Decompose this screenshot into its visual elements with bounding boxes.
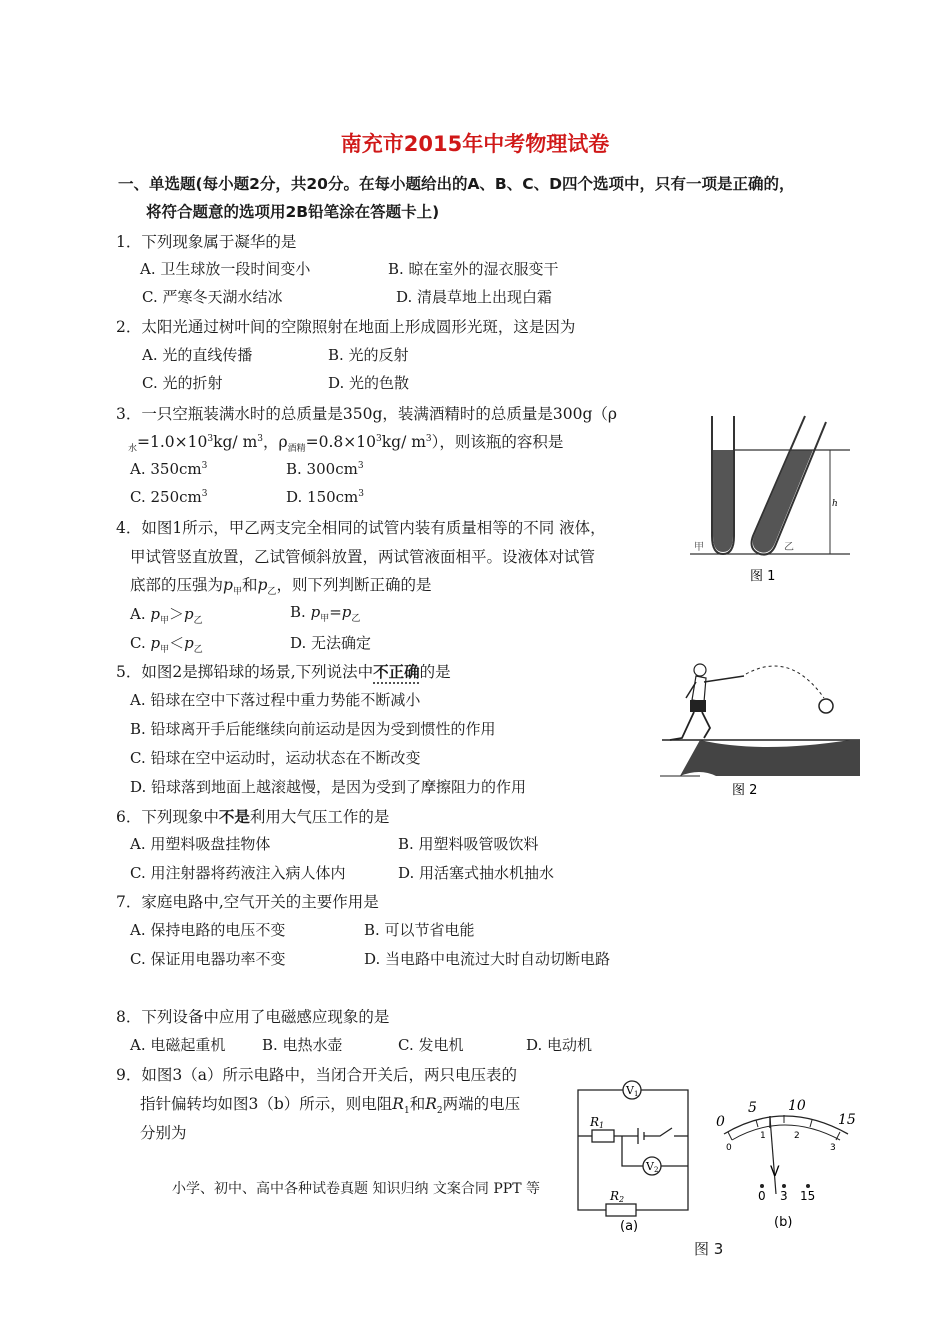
section-heading-line1: 一、单选题(每小题2分，共20分。在每小题给出的A、B、C、D四个选项中，只有一项是正确的， [118, 175, 795, 193]
q8-stem: 8．下列设备中应用了电磁感应现象的是 [116, 1008, 390, 1026]
q2-option-b: B. 光的反射 [328, 346, 409, 364]
meter-top-5: 5 [748, 1100, 757, 1116]
q9-stem-line3: 分别为 [140, 1124, 187, 1142]
page-title: 南充市2015年中考物理试卷 [340, 132, 610, 156]
figure-3b-voltmeter [704, 1094, 864, 1234]
q4-stem-line3: 底部的压强为$p_甲$和$p_乙$，则下列判断正确的是 [130, 576, 432, 598]
q1-option-d: D. 清晨草地上出现白霜 [396, 288, 553, 306]
figure-2-caption: 图 2 [732, 783, 758, 798]
terminal-3: 3 [780, 1189, 788, 1203]
q3-option-d: D. $150cm^3$ [286, 488, 365, 506]
q4-option-d: D. 无法确定 [290, 634, 372, 652]
figure-1-yi-label: 乙 [784, 542, 794, 553]
figure-1-jia-label: 甲 [694, 542, 704, 553]
q1-option-c: C. 严寒冬天湖水结冰 [142, 288, 283, 306]
figure-1-caption: 图 1 [750, 569, 776, 584]
q8-option-a: A. 电磁起重机 [130, 1036, 226, 1054]
q6-option-d: D. 用活塞式抽水机抽水 [398, 864, 555, 882]
meter-bottom-2: 2 [794, 1131, 800, 1141]
q1-option-b: B. 晾在室外的湿衣服变干 [388, 260, 559, 278]
q7-option-d: D. 当电路中电流过大时自动切断电路 [364, 950, 611, 968]
figure-1-test-tubes [680, 408, 860, 590]
q6-emphasis: 不是 [218, 807, 250, 826]
q2-option-d: D. 光的色散 [328, 374, 410, 392]
figure-3b-caption: (b) [774, 1215, 793, 1230]
q7-stem: 7．家庭电路中,空气开关的主要作用是 [116, 893, 379, 911]
q8-option-c: C. 发电机 [398, 1036, 464, 1054]
figure-1-h-label: h [832, 499, 838, 509]
q1-option-a: A. 卫生球放一段时间变小 [140, 260, 311, 278]
q4-stem-line2: 甲试管竖直放置，乙试管倾斜放置，两试管液面相平。设液体对试管 [130, 548, 596, 566]
figure-3a-caption: (a) [620, 1219, 639, 1232]
terminal-0: 0 [758, 1189, 766, 1203]
q6-option-b: B. 用塑料吸管吸饮料 [398, 835, 539, 853]
q6-option-c: C. 用注射器将药液注入病人体内 [130, 864, 346, 882]
figure-3-caption: 图 3 [694, 1240, 724, 1258]
q4-option-c: C. $p_甲<p_乙$ [130, 634, 203, 655]
meter-bottom-1: 1 [760, 1131, 766, 1141]
q3-option-b: B. $300cm^3$ [286, 460, 364, 478]
q9-stem-line2: 指针偏转均如图3（b）所示，则电阻$R_1$和$R_2$两端的电压 [140, 1095, 521, 1117]
q3-stem-line2: $_水=1.0\times 10^3kg/$ $m^3$，$\rho_{酒精}=0.8\times 10^3kg/$ $m^3$），则该瓶的容积是 [128, 433, 564, 455]
q6-stem: 6．下列现象中不是利用大气压工作的是 [116, 807, 390, 826]
q5-option-d: D. 铅球落到地面上越滚越慢，是因为受到了摩擦阻力的作用 [130, 778, 527, 796]
figure-3a-v2-label: V2 [646, 1160, 659, 1174]
meter-top-10: 10 [788, 1098, 806, 1114]
meter-bottom-3: 3 [830, 1143, 836, 1153]
figure-3a-r2-label: R2 [610, 1189, 625, 1204]
q2-stem: 2．太阳光通过树叶间的空隙照射在地面上形成圆形光斑，这是因为 [116, 318, 576, 336]
meter-top-0: 0 [716, 1114, 725, 1130]
q1-stem: 1．下列现象属于凝华的是 [116, 233, 297, 251]
q7-option-a: A. 保持电路的电压不变 [130, 921, 286, 939]
q4-option-b: B. $p_甲=p_乙$ [290, 603, 361, 624]
q7-option-b: B. 可以节省电能 [364, 921, 475, 939]
q6-option-a: A. 用塑料吸盘挂物体 [130, 835, 271, 853]
figure-2-shot-put [660, 658, 860, 800]
q5-option-c: C. 铅球在空中运动时，运动状态在不断改变 [130, 749, 421, 767]
q8-option-d: D. 电动机 [526, 1036, 593, 1054]
q3-stem: 3．一只空瓶装满水时的总质量是350g，装满酒精时的总质量是300g（ρ [116, 405, 617, 423]
figure-3a-r1-label: R1 [590, 1115, 605, 1130]
meter-unit: V [770, 1164, 780, 1180]
q5-emphasis: 不正确 [373, 662, 420, 681]
figure-3a-circuit [572, 1070, 694, 1232]
q2-option-c: C. 光的折射 [142, 374, 223, 392]
q5-stem: 5．如图2是掷铅球的场景,下列说法中不正确的是 [116, 662, 451, 681]
q5-option-a: A. 铅球在空中下落过程中重力势能不断减小 [130, 691, 421, 709]
q9-stem-line1: 9．如图3（a）所示电路中，当闭合开关后，两只电压表的 [116, 1066, 517, 1084]
meter-bottom-0: 0 [726, 1143, 732, 1153]
q8-option-b: B. 电热水壶 [262, 1036, 343, 1054]
q4-stem-line1: 4．如图1所示，甲乙两支完全相同的试管内装有质量相等的不同 液体， [116, 519, 606, 537]
q5-option-b: B. 铅球离开手后能继续向前运动是因为受到惯性的作用 [130, 720, 496, 738]
meter-top-15: 15 [838, 1112, 856, 1128]
q2-option-a: A. 光的直线传播 [142, 346, 253, 364]
q3-option-a: A. $350cm^3$ [130, 460, 208, 478]
q4-option-a: A. $p_甲>p_乙$ [130, 605, 203, 626]
figure-3a-v1-label: V1 [626, 1084, 639, 1098]
terminal-15: 15 [800, 1189, 816, 1203]
section-heading-line2: 将符合题意的选项用2B铅笔涂在答题卡上) [146, 203, 440, 221]
q3-option-c: C. $250cm^3$ [130, 488, 208, 506]
footer-banner: 小学、初中、高中各种试卷真题 知识归纳 文案合同 PPT 等 [172, 1181, 540, 1197]
q7-option-c: C. 保证用电器功率不变 [130, 950, 286, 968]
